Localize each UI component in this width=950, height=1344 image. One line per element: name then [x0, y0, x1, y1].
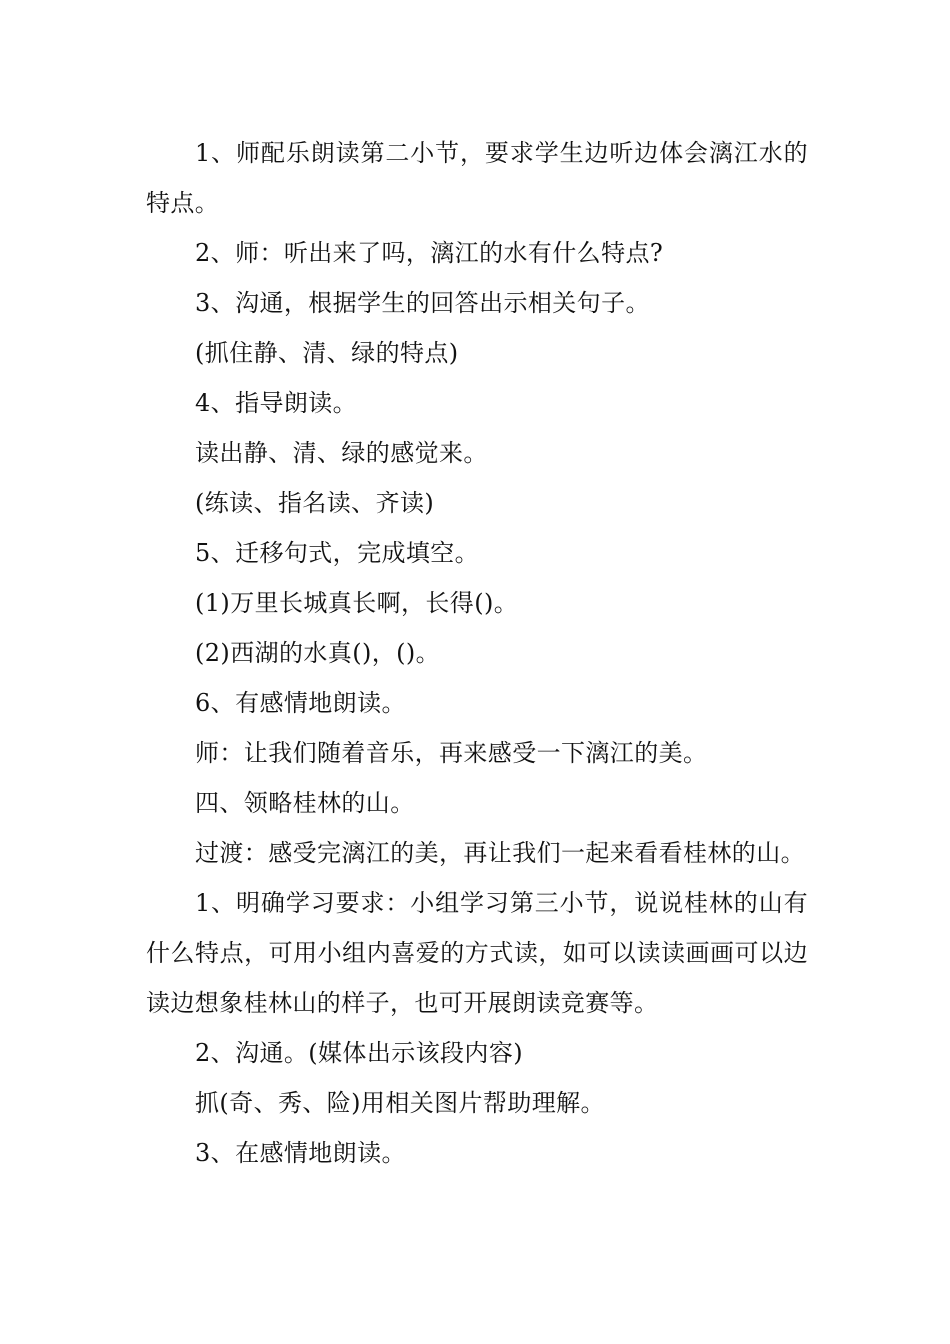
- paragraph: 1、明确学习要求：小组学习第三小节，说说桂林的山有什么特点，可用小组内喜爱的方式读，如可以读读画画可以边读边想象桂林山的样子，也可开展朗读竞赛等。: [146, 889, 808, 1017]
- paragraph: 过渡：感受完漓江的美，再让我们一起来看看桂林的山。: [195, 839, 805, 867]
- paragraph: (练读、指名读、齐读): [195, 489, 435, 517]
- paragraph: 4、指导朗读。: [195, 389, 358, 417]
- paragraph: (抓住静、清、绿的特点): [195, 339, 459, 367]
- document-body: [146, 128, 808, 1178]
- paragraph: 6、有感情地朗读。: [195, 689, 406, 717]
- paragraph: 读出静、清、绿的感觉来。: [195, 439, 488, 467]
- paragraph: 四、领略桂林的山。: [195, 789, 415, 817]
- paragraph: (2)西湖的水真()，()。: [195, 639, 441, 667]
- paragraph: 2、师：听出来了吗，漓江的水有什么特点?: [195, 239, 664, 267]
- paragraph: 3、沟通，根据学生的回答出示相关句子。: [195, 289, 650, 317]
- paragraph: 1、师配乐朗读第二小节，要求学生边听边体会漓江水的特点。: [146, 139, 808, 217]
- paragraph: 5、迁移句式，完成填空。: [195, 539, 480, 567]
- paragraph: 师：让我们随着音乐，再来感受一下漓江的美。: [195, 739, 708, 767]
- paragraph: (1)万里长城真长啊，长得()。: [195, 589, 519, 617]
- paragraph: 2、沟通。(媒体出示该段内容): [195, 1039, 523, 1067]
- paragraph: 3、在感情地朗读。: [195, 1139, 406, 1167]
- paragraph: 抓(奇、秀、险)用相关图片帮助理解。: [195, 1089, 605, 1117]
